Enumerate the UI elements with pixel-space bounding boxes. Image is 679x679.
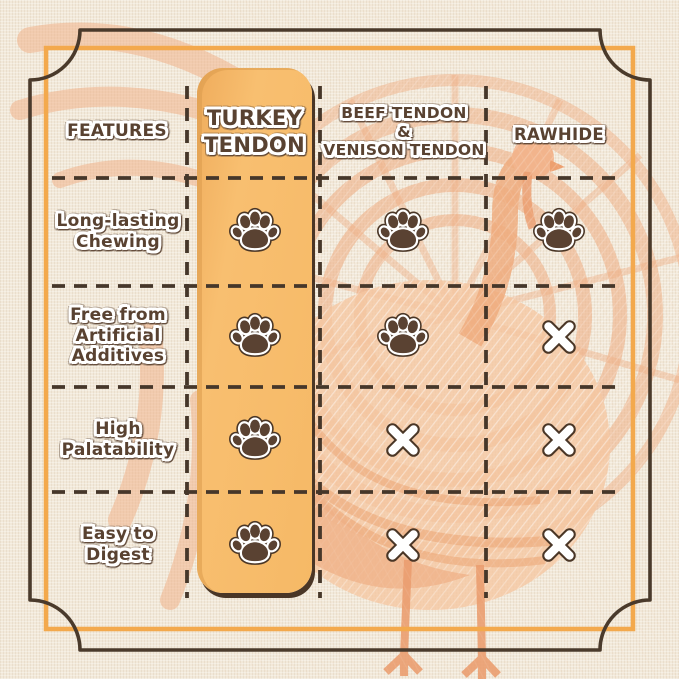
turkey-header-line2: TENDON bbox=[204, 133, 305, 157]
cell-beef-venison-long-lasting bbox=[320, 178, 486, 286]
cross-icon bbox=[536, 522, 582, 568]
cell-turkey-easy-to-digest bbox=[189, 492, 320, 598]
cross-icon bbox=[536, 417, 582, 463]
features-header bbox=[45, 98, 189, 164]
cell-turkey-long-lasting bbox=[189, 178, 320, 286]
beef-header-line1: BEEF TENDON bbox=[341, 103, 467, 122]
paw-icon bbox=[373, 202, 433, 262]
cell-beef-venison-easy-to-digest bbox=[320, 492, 486, 598]
paw-icon bbox=[225, 410, 285, 470]
cell-rawhide-free-from-additives bbox=[486, 286, 632, 387]
cell-rawhide-easy-to-digest bbox=[486, 492, 632, 598]
beef-header-line2: & bbox=[397, 122, 411, 141]
row-label-easy-to-digest: Easy to Digest bbox=[81, 524, 155, 565]
column-header-turkey-tendon bbox=[197, 90, 312, 174]
beef-header-line3: VENISON TENDON bbox=[323, 141, 485, 160]
paw-icon bbox=[529, 202, 589, 262]
cell-turkey-free-from-additives bbox=[189, 286, 320, 387]
cell-beef-venison-free-from-additives bbox=[320, 286, 486, 387]
cell-rawhide-long-lasting bbox=[486, 178, 632, 286]
column-header-rawhide bbox=[488, 110, 630, 160]
row-label-free-from-artificial-additives: Free from Artificial Additives bbox=[70, 304, 166, 367]
row-label-high-palatability: High Palatability bbox=[61, 419, 175, 460]
features-header-text: FEATURES bbox=[67, 120, 167, 141]
rawhide-header-text: RAWHIDE bbox=[514, 124, 604, 144]
turkey-header-line1: TURKEY bbox=[206, 105, 303, 130]
cross-icon bbox=[536, 314, 582, 360]
cell-rawhide-high-palatability bbox=[486, 387, 632, 492]
paw-icon bbox=[225, 202, 285, 262]
row-label-long-lasting-chewing: Long-lasting Chewing bbox=[56, 211, 180, 252]
cross-icon bbox=[380, 522, 426, 568]
cross-icon bbox=[380, 417, 426, 463]
column-header-beef-venison-tendon bbox=[322, 92, 486, 172]
cell-turkey-high-palatability bbox=[189, 387, 320, 492]
paw-icon bbox=[225, 307, 285, 367]
cell-beef-venison-high-palatability bbox=[320, 387, 486, 492]
paw-icon bbox=[225, 515, 285, 575]
paw-icon bbox=[373, 307, 433, 367]
